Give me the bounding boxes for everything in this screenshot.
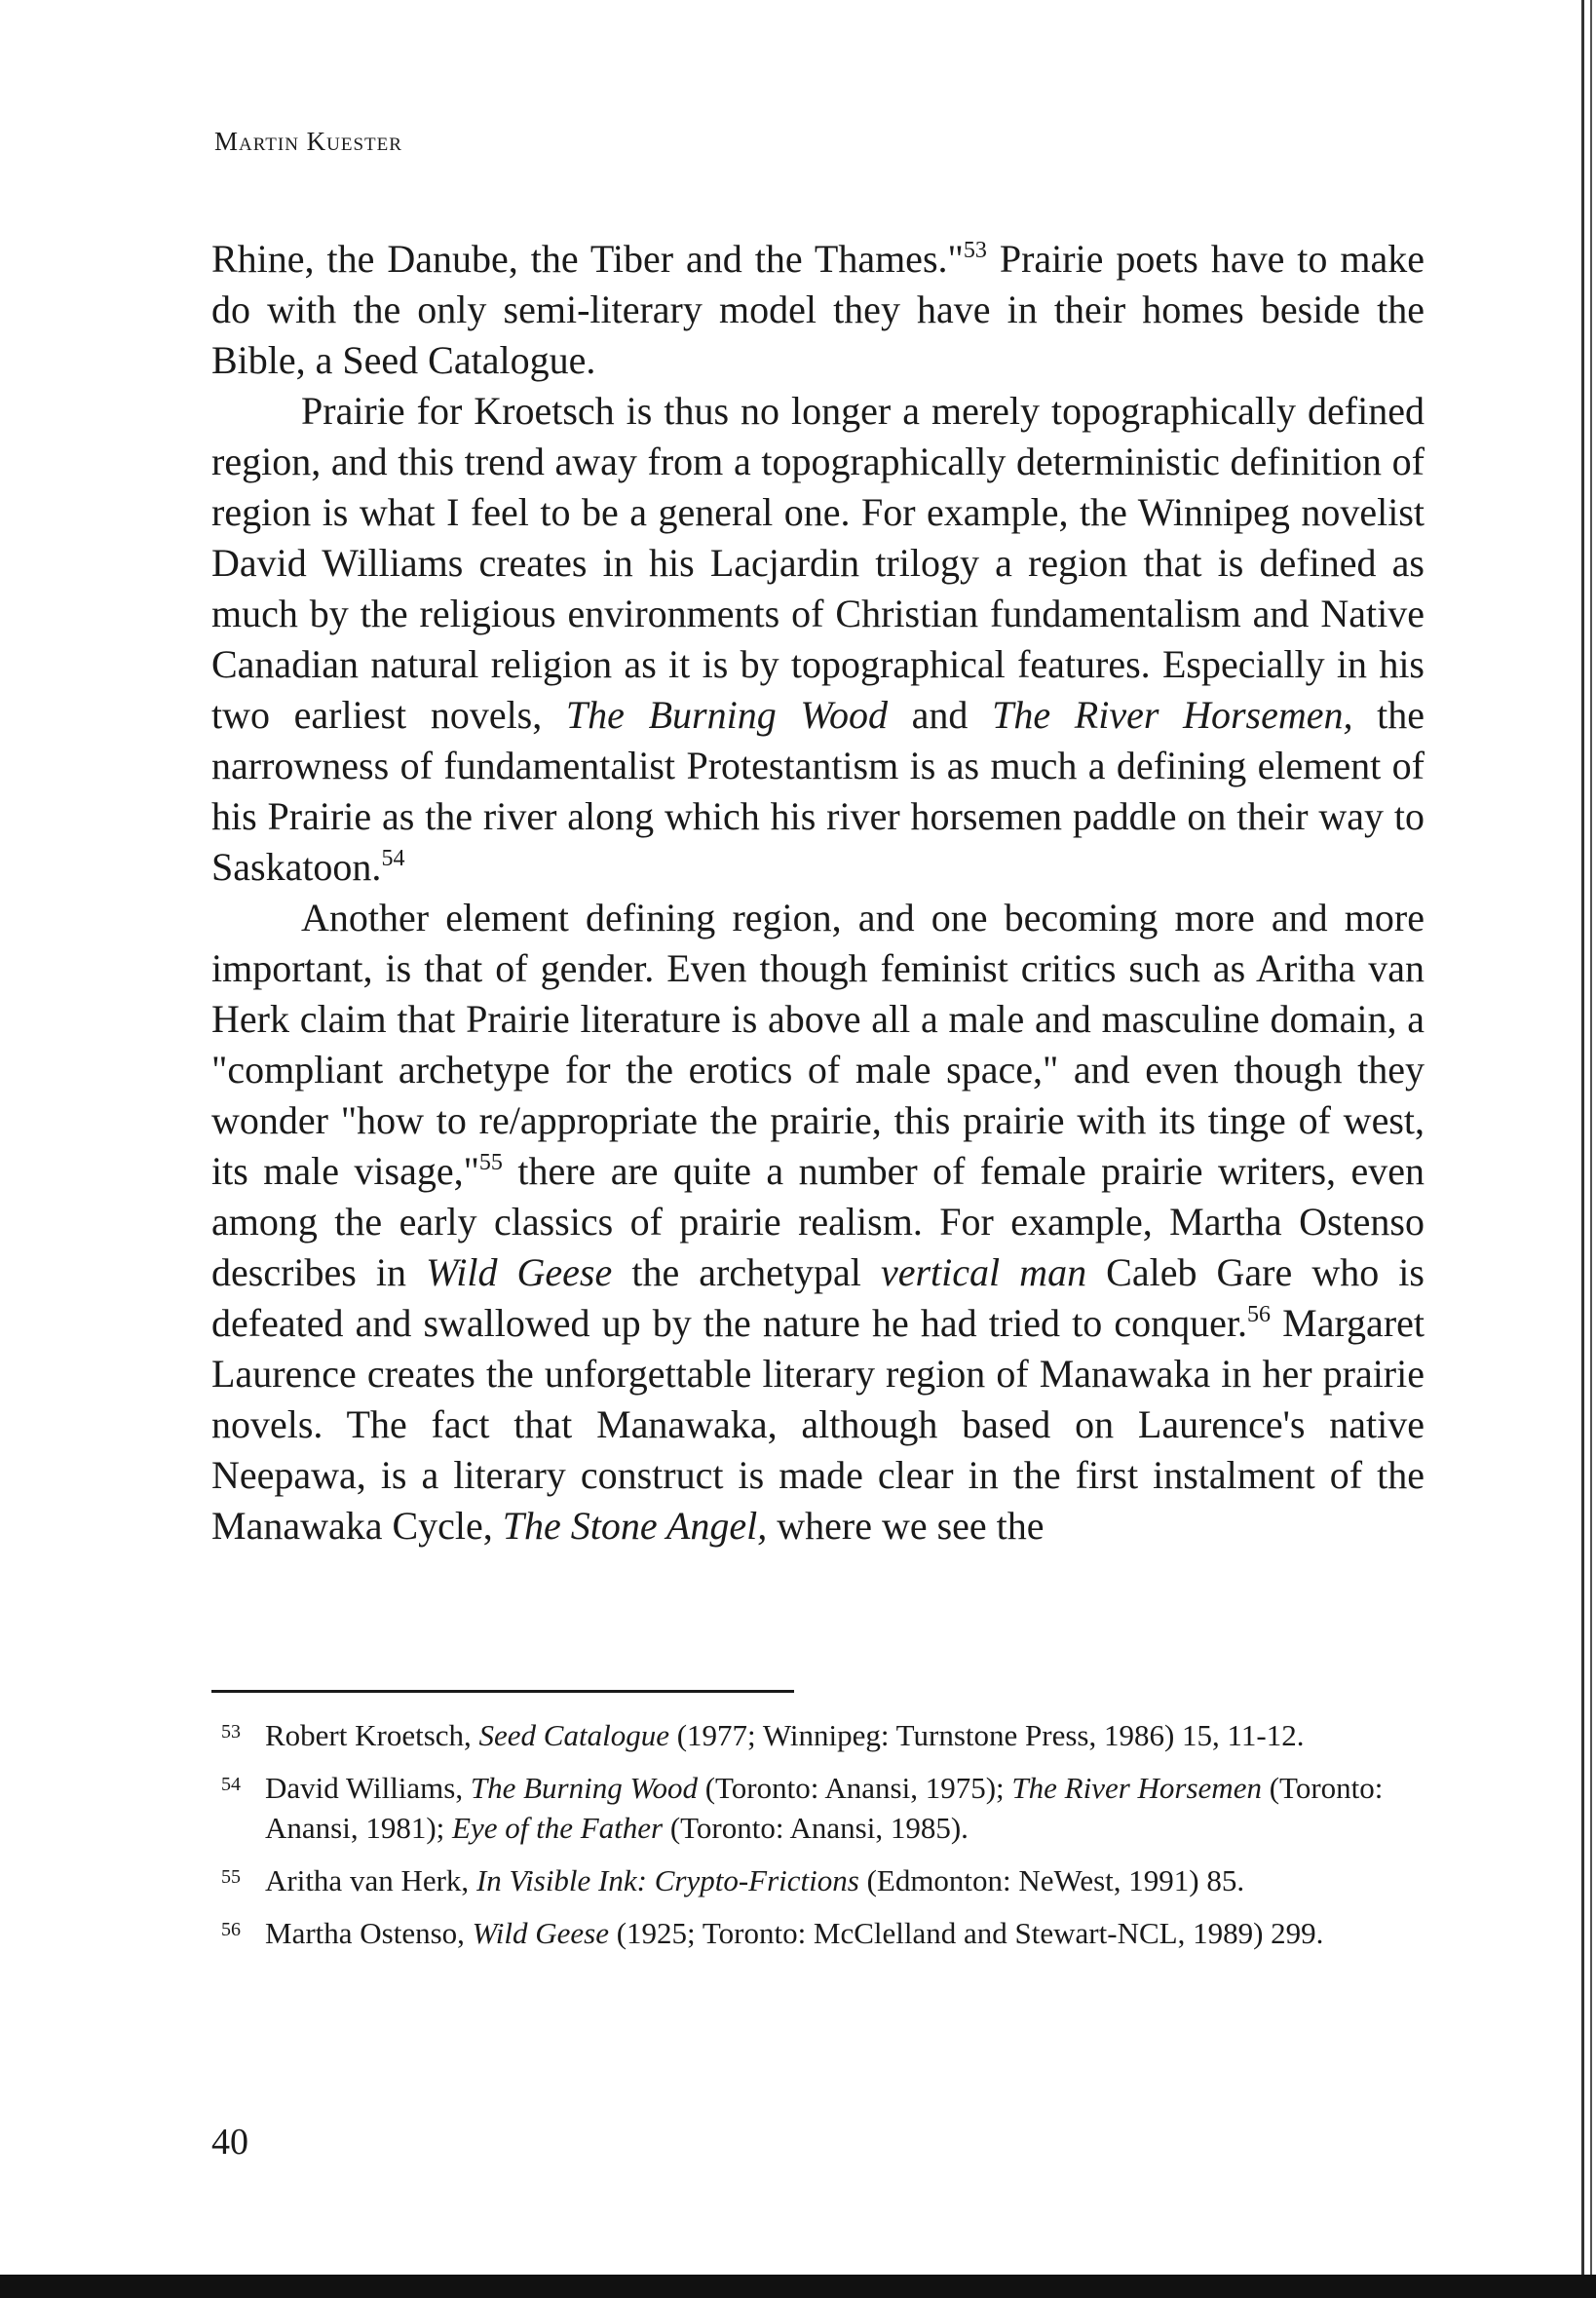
paragraph-1 — [211, 234, 1425, 386]
footnote-ref-56[interactable]: 56 — [1247, 1302, 1272, 1327]
title-burning-wood: The Burning Wood — [565, 693, 889, 737]
paragraph-2-text-b: the narrowness of fundamentalist Protestantism is as much a defining element of his Prairie as the river along which his river horsemen paddle on their way to Saskatoon. — [211, 693, 1425, 889]
footnote-text: Robert Kroetsch, — [265, 1718, 479, 1752]
paragraph-3 — [211, 893, 1425, 1551]
footnote-56 — [211, 1913, 1427, 1953]
footnote-54 — [211, 1768, 1427, 1848]
title-river-horsemen: The River Horsemen, — [992, 693, 1353, 737]
paragraph-3-text-f: where we see the — [767, 1504, 1045, 1548]
footnote-ref-54[interactable]: 54 — [381, 846, 405, 871]
paragraph-2-text-a: Prairie for Kroetsch is thus no longer a merely topographically defined region, and this trend away from a topographically deterministic definition of region is what I feel to be a general one. For example, the Winnipeg novelist David Williams creates in his Lacjardin trilogy a region that is defined as much by the religious environments of Christian fundamentalism and Native Canadian natural religion as it is by topographical features. Especially in his two earliest novels, — [211, 389, 1425, 737]
footnote-ref-53[interactable]: 53 — [963, 238, 987, 263]
title-stone-angel: The Stone Angel, — [502, 1504, 768, 1548]
footnote-text: (1977; Winnipeg: Turnstone Press, 1986) 15, 11-12. — [668, 1718, 1305, 1752]
footnote-text: (1925; Toronto: McClelland and Stewart-NCL, 1989) 299. — [608, 1916, 1324, 1950]
paragraph-3-text-a: Another element defining region, and one becoming more and more important, is that of gender. Even though feminist critics such as Aritha van Herk claim that Prairie literature is above all a male and masculine domain, a "compliant archetype for the erotics of male space," and even though they wonder "how to re/appropriate the prairie, this prairie with its tinge of west, its male visage," — [211, 896, 1425, 1193]
paragraph-1-text-b: Prairie poets have to make do with the only semi-literary model they have in their homes beside the Bible, a Seed Catalogue. — [211, 237, 1425, 382]
paragraph-2-and: and — [888, 693, 993, 737]
footnote-text: David Williams, — [265, 1771, 471, 1805]
footnote-text: (Toronto: Anansi, 1985). — [663, 1811, 969, 1845]
footnote-title: The River Horsemen — [1011, 1771, 1262, 1805]
paragraph-3-text-e: Margaret Laurence creates the unforgettable literary region of Manawaka in her prairie novels. The fact that Manawaka, although based on Laurence's native Neepawa, is a literary construct is made clear in the first instalment of the Manawaka Cycle, — [211, 1301, 1425, 1548]
footnote-text: (Toronto: Anansi, 1975); — [697, 1771, 1012, 1805]
footnote-ref-55[interactable]: 55 — [478, 1150, 503, 1175]
paragraph-1-text-a: Rhine, the Danube, the Tiber and the Thames." — [211, 237, 964, 281]
running-head: Martin Kuester — [214, 127, 402, 156]
footnote-title: The Burning Wood — [470, 1771, 698, 1805]
footnotes — [211, 1715, 1427, 1966]
footnote-number: 53 — [221, 1721, 241, 1743]
footnote-53 — [211, 1715, 1427, 1755]
footnote-55 — [211, 1860, 1427, 1900]
footnote-title: In Visible Ink: Crypto-Frictions — [475, 1863, 859, 1897]
body-text — [211, 234, 1425, 1551]
paragraph-3-text-d: Caleb Gare who is defeated and swallowed up by the nature he had tried to conquer. — [211, 1250, 1425, 1345]
paragraph-3-text-c: the archetypal — [612, 1250, 881, 1294]
footnote-number: 54 — [221, 1774, 241, 1795]
title-wild-geese: Wild Geese — [426, 1250, 613, 1294]
paragraph-2 — [211, 386, 1425, 893]
footnote-title: Wild Geese — [472, 1916, 609, 1950]
footnote-text: (Edmonton: NeWest, 1991) 85. — [858, 1863, 1245, 1897]
paragraph-3-text-b: there are quite a number of female prairie writers, even among the early classics of prairie realism. For example, Martha Ostenso describes in — [211, 1149, 1425, 1294]
page-number: 40 — [211, 2122, 248, 2163]
footnote-title: Seed Catalogue — [478, 1718, 669, 1752]
scan-bottom-edge — [0, 2275, 1596, 2298]
footnote-text: (Toronto: Anansi, 1981); — [265, 1771, 1384, 1845]
emphasis-vertical-man: vertical man — [880, 1250, 1087, 1294]
footnote-text: Martha Ostenso, — [265, 1916, 473, 1950]
footnote-text: Aritha van Herk, — [265, 1863, 476, 1897]
page-edge-line — [1590, 0, 1592, 2298]
footnote-number: 55 — [221, 1866, 241, 1888]
footnote-number: 56 — [221, 1919, 241, 1940]
page-edge-line — [1581, 0, 1584, 2298]
footnote-title: Eye of the Father — [452, 1811, 664, 1845]
footnote-divider — [211, 1690, 794, 1693]
